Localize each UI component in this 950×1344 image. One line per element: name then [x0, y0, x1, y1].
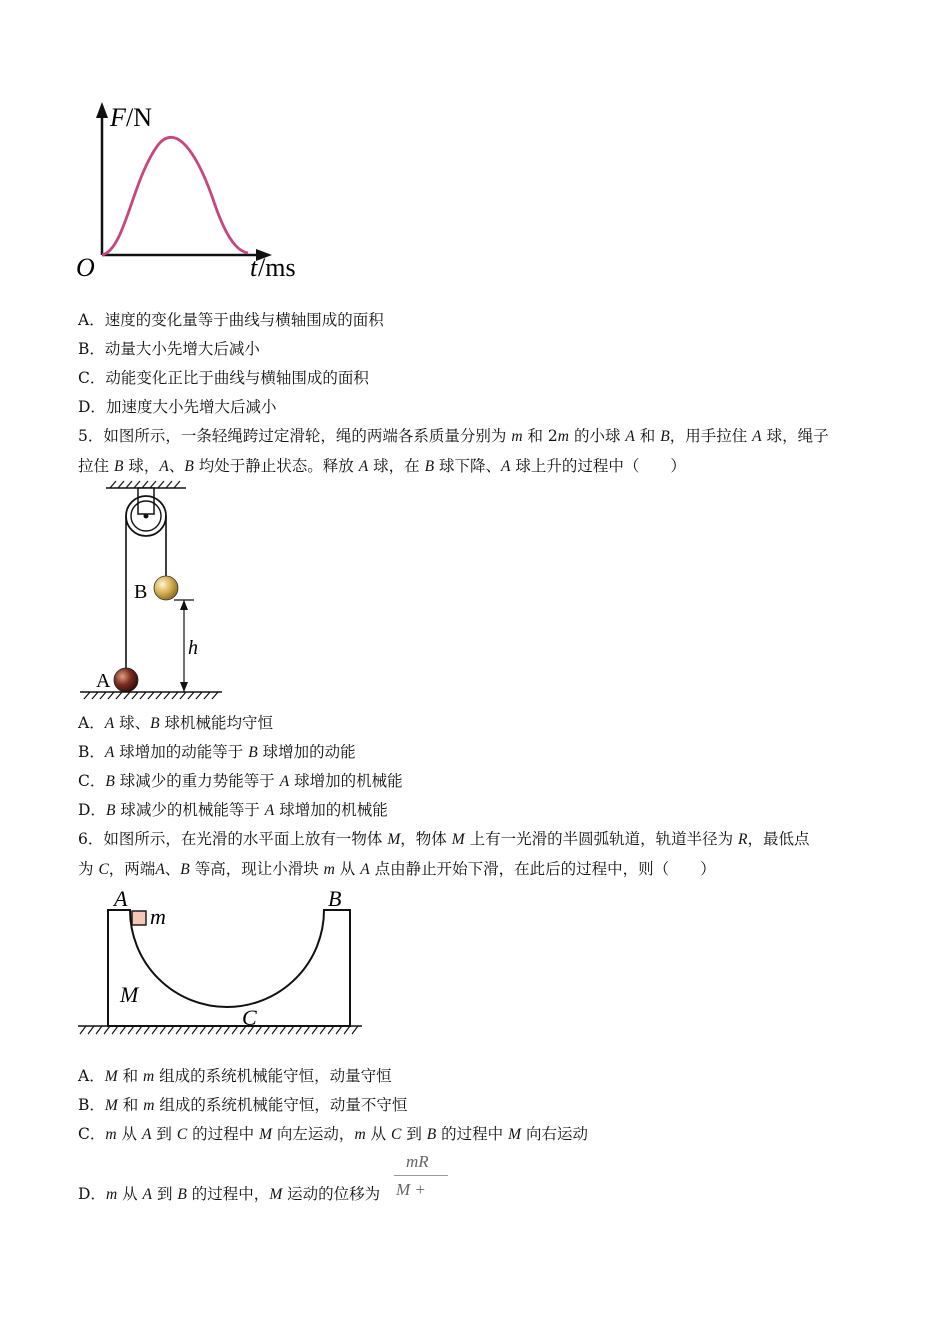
- q4-option-d: D．加速度大小先增大后减小: [78, 398, 277, 416]
- q6-option-c: C．m 从 A 到 C 的过程中 M 向左运动，m 从 C 到 B 的过程中 M 向右运动: [78, 1125, 588, 1143]
- x-axis-var: t: [250, 253, 258, 282]
- q4-option-b: B．动量大小先增大后减小: [78, 340, 260, 358]
- q6-option-b: B．M 和 m 组成的系统机械能守恒，动量不守恒: [78, 1096, 408, 1114]
- force-time-graph: [70, 100, 330, 290]
- semicircle-track-figure: [72, 880, 372, 1050]
- q6-option-a: A．M 和 m 组成的系统机械能守恒，动量守恒: [78, 1067, 392, 1085]
- q6-option-d: D．m 从 A 到 B 的过程中，M 运动的位移为: [78, 1185, 381, 1203]
- label-b: B: [328, 886, 342, 911]
- origin-label: O: [76, 253, 95, 282]
- q6-stem-line-1: 6．如图所示，在光滑的水平面上放有一物体 M，物体 M 上有一光滑的半圆弧轨道，轨道半径为 R，最低点: [78, 830, 810, 848]
- label-a: A: [96, 670, 111, 692]
- slider-m: [132, 911, 146, 925]
- pulley-figure: [74, 480, 244, 700]
- q5-stem-line-1: 5．如图所示，一条轻绳跨过定滑轮，绳的两端各系质量分别为 m 和 2m 的小球 A 和 B，用手拉住 A 球，绳子: [78, 427, 829, 445]
- ball-b: [154, 576, 178, 600]
- fraction-bar: [394, 1175, 448, 1176]
- q5-option-c: C．B 球减少的重力势能等于 A 球增加的机械能: [78, 772, 403, 790]
- q5-option-a: A．A 球、B 球机械能均守恒: [78, 714, 274, 732]
- q5-stem-line-2: 拉住 B 球，A、B 均处于静止状态。释放 A 球，在 B 球下降、A 球上升的过程中（ ）: [78, 457, 686, 475]
- fraction-numerator: mR: [406, 1152, 429, 1171]
- y-axis-unit: /N: [126, 103, 152, 132]
- x-axis-unit: /ms: [258, 253, 296, 282]
- track-block: [108, 910, 350, 1026]
- label-b: B: [134, 581, 148, 603]
- q4-option-a: A．速度的变化量等于曲线与横轴围成的面积: [78, 311, 384, 329]
- ball-a: [114, 668, 138, 692]
- q5-option-d: D．B 球减少的机械能等于 A 球增加的机械能: [78, 801, 388, 819]
- y-axis-var: F: [110, 103, 126, 132]
- label-c: C: [242, 1005, 257, 1030]
- label-a: A: [114, 886, 128, 911]
- fraction-denominator: M +: [396, 1180, 426, 1199]
- q5-option-b: B．A 球增加的动能等于 B 球增加的动能: [78, 743, 356, 761]
- label-m: m: [150, 904, 166, 929]
- label-big-m: M: [120, 982, 139, 1007]
- q4-option-c: C．动能变化正比于曲线与横轴围成的面积: [78, 369, 369, 387]
- label-h: h: [188, 637, 198, 659]
- force-curve: [102, 137, 248, 255]
- q6-stem-line-2: 为 C，两端A、B 等高，现让小滑块 m 从 A 点由静止开始下滑，在此后的过程中，则（ ）: [78, 860, 716, 878]
